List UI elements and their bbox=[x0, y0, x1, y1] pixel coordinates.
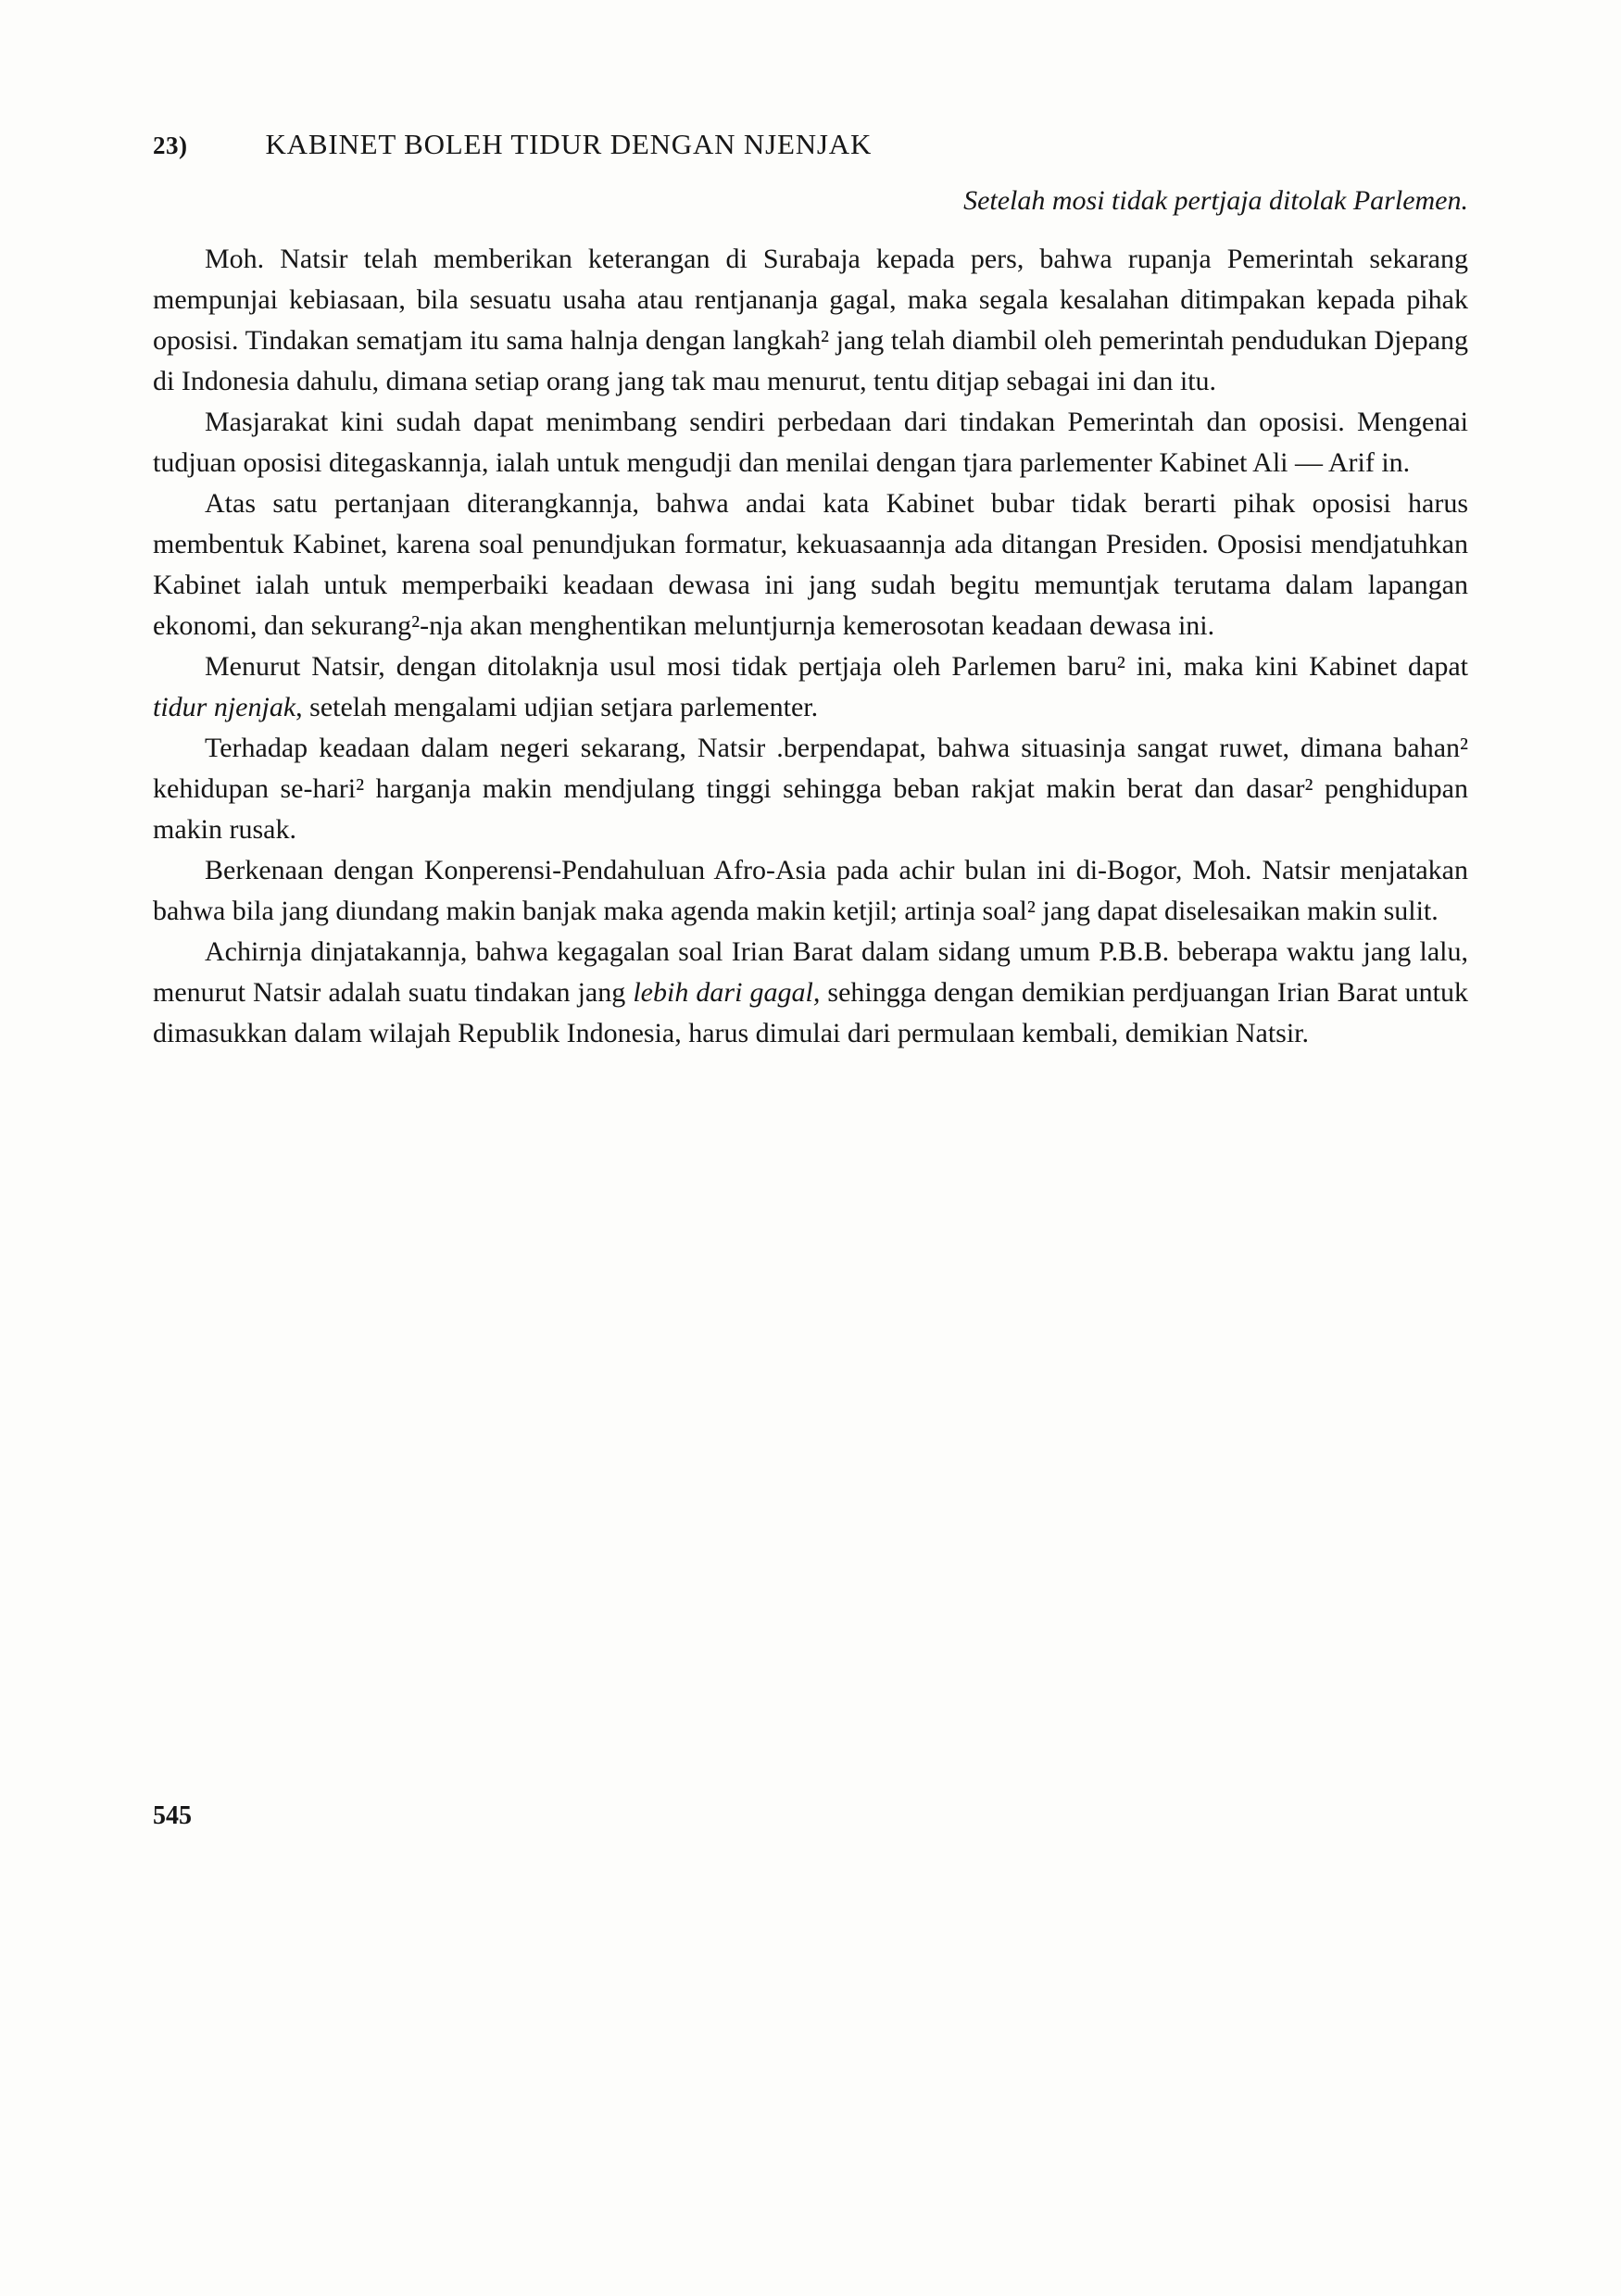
paragraph-text: Atas satu pertanjaan diterangkannja, bahwa andai kata Kabinet bubar tidak berarti pihak oposisi harus membentuk Kabinet, karena soal penundjukan formatur, kekuasaannja ada ditangan Presiden. Oposisi mendjatuhkan Kabinet ialah untuk memperbaiki keadaan dewasa ini jang sudah begitu memuntjak terutama dalam lapangan ekonomi, dan sekurang²-nja akan menghentikan meluntjurnja kemerosotan keadaan dewasa ini. bbox=[153, 488, 1468, 641]
paragraph bbox=[153, 402, 1468, 483]
emphasized-text: lebih dari gagal, bbox=[633, 977, 821, 1008]
paragraph bbox=[153, 850, 1468, 932]
paragraph-text: Masjarakat kini sudah dapat menimbang sendiri perbedaan dari tindakan Pemerintah dan oposisi. Mengenai tudjuan oposisi ditegaskannja, ialah untuk mengudji dan menilai dengan tjara parlementer Kabinet Ali — Arif in. bbox=[153, 407, 1468, 478]
chapter-subtitle: Setelah mosi tidak pertjaja ditolak Parlemen. bbox=[963, 185, 1468, 216]
paragraph-text: Achirnja dinjatakannja, bahwa kegagalan soal Irian Barat dalam sidang umum P.B.B. beberapa waktu jang lalu, menurut Natsir adalah suatu tindakan jang bbox=[153, 936, 1468, 1008]
paragraph bbox=[153, 483, 1468, 646]
paragraph-text: , setelah mengalami udjian setjara parlementer. bbox=[295, 692, 819, 722]
paragraph-text: Menurut Natsir, dengan ditolaknja usul mosi tidak pertjaja oleh Parlemen baru² ini, maka kini Kabinet dapat bbox=[205, 651, 1468, 682]
paragraph bbox=[153, 646, 1468, 728]
chapter-title: KABINET BOLEH TIDUR DENGAN NJENJAK bbox=[265, 128, 873, 160]
chapter-header bbox=[153, 128, 1468, 161]
paragraph-text: Moh. Natsir telah memberikan keterangan di Surabaja kepada pers, bahwa rupanja Pemerintah sekarang mempunjai kebiasaan, bila sesuatu usaha atau rentjananja gagal, maka segala kesalahan ditimpakan kepada pihak oposisi. Tindakan sematjam itu sama halnja dengan langkah² jang telah diambil oleh pemerintah pendudukan Djepang di Indonesia dahulu, dimana setiap orang jang tak mau menurut, tentu ditjap sebagai ini dan itu. bbox=[153, 244, 1468, 396]
chapter-number: 23) bbox=[153, 132, 188, 159]
paragraph bbox=[153, 932, 1468, 1054]
paragraph bbox=[153, 728, 1468, 850]
body-text bbox=[153, 239, 1468, 1054]
paragraph bbox=[153, 239, 1468, 402]
paragraph-text: sehingga dengan demikian perdjuangan Irian Barat untuk dimasukkan dalam wilajah Republik Indonesia, harus dimulai dari permulaan kembali, demikian Natsir. bbox=[153, 977, 1468, 1048]
page-number: 545 bbox=[153, 1801, 192, 1830]
paragraph-text: Berkenaan dengan Konperensi-Pendahuluan Afro-Asia pada achir bulan ini di-Bogor, Moh. Natsir menjatakan bahwa bila jang diundang makin banjak maka agenda makin ketjil; artinja soal² jang dapat diselesaikan makin sulit. bbox=[153, 855, 1468, 926]
paragraph-text: Terhadap keadaan dalam negeri sekarang, Natsir .berpendapat, bahwa situasinja sangat ruwet, dimana bahan² kehidupan se-hari² harganja makin mendjulang tinggi sehingga beban rakjat makin berat dan dasar² penghidupan makin rusak. bbox=[153, 733, 1468, 845]
emphasized-text: tidur njenjak bbox=[153, 692, 296, 722]
